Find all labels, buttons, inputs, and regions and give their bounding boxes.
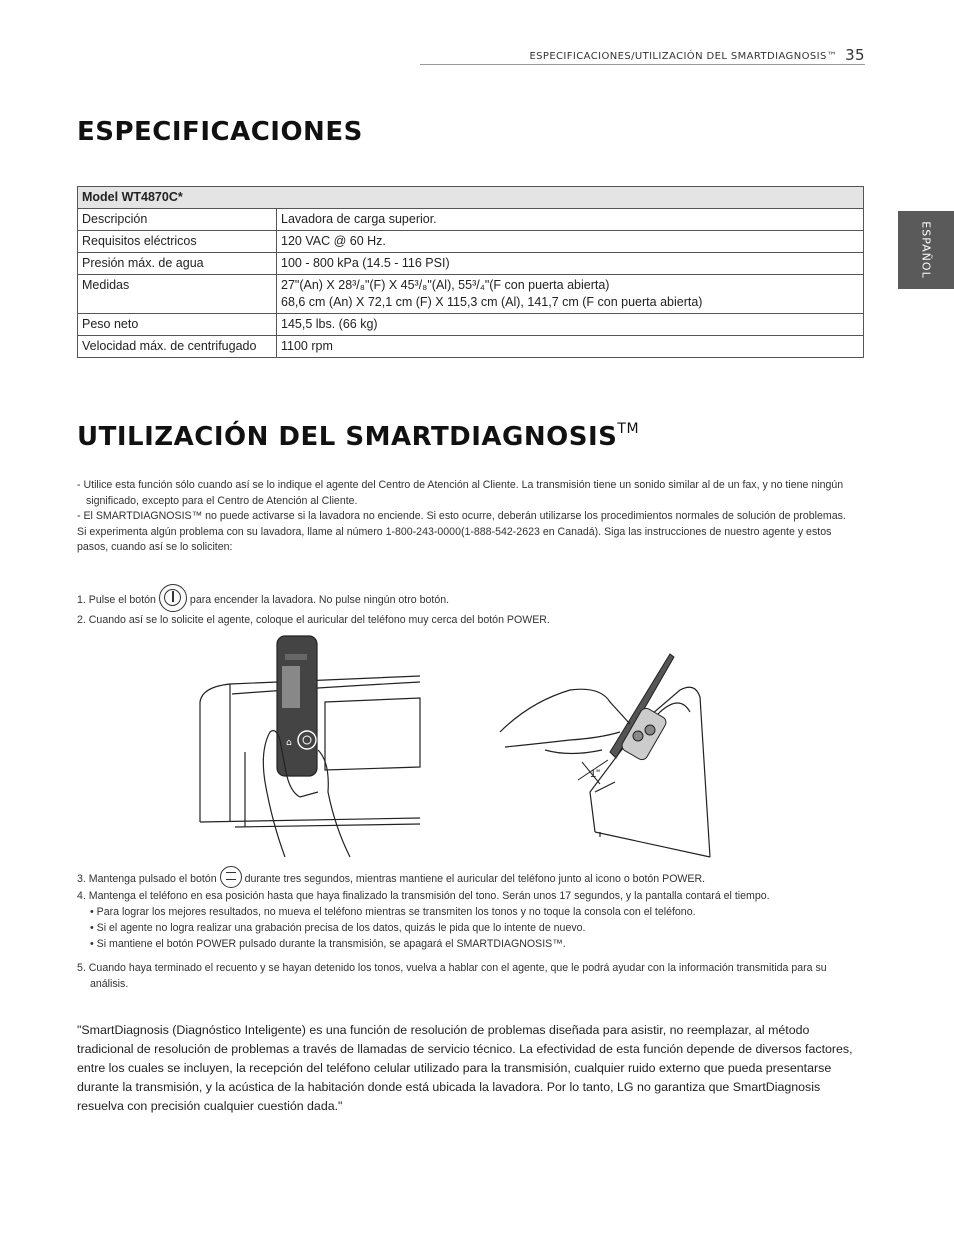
spec-value: 145,5 lbs. (66 kg) (277, 314, 864, 336)
step-4-bullet: • Para lograr los mejores resultados, no mueva el teléfono mientras se transmiten los tonos y no toque la consola con el teléfono. (90, 906, 696, 918)
running-header (420, 46, 865, 65)
step-2: 2. Cuando así se lo solicite el agente, coloque el auricular del teléfono muy cerca del botón POWER. (77, 614, 550, 626)
step-1 (77, 584, 857, 612)
wash-button-icon (220, 866, 242, 888)
step-3-text-b: durante tres segundos, mientras mantiene el auricular del teléfono junto al icono o botón POWER. (244, 873, 706, 885)
step-5: 5. Cuando haya terminado el recuento y se hayan detenido los tonos, vuelva a hablar con el agente, que le podrá ayudar con la información transmitida para su análisis. (77, 962, 827, 990)
spec-label: Descripción (78, 209, 277, 231)
spec-value-line: 27"(An) X 28³/₈"(F) X 45³/₈"(Al), 55³/₄"(F con puerta abierta) (281, 278, 610, 292)
spec-value-line: 68,6 cm (An) X 72,1 cm (F) X 115,3 cm (Al), 141,7 cm (F con puerta abierta) (281, 295, 703, 309)
specs-model-row (78, 187, 864, 209)
language-tab-label: ESPAÑOL (919, 221, 933, 279)
specs-title: ESPECIFICACIONES (77, 117, 363, 147)
spec-value: 100 - 800 kPa (14.5 - 116 PSI) (277, 253, 864, 275)
spec-label: Peso neto (78, 314, 277, 336)
table-row (78, 275, 864, 314)
distance-label: 1" (590, 768, 601, 780)
table-row (78, 209, 864, 231)
step-4-bullet: • Si mantiene el botón POWER pulsado durante la transmisión, se apagará el SMARTDIAGNOSIS™. (90, 938, 566, 950)
table-row (78, 231, 864, 253)
power-button-icon (159, 584, 187, 612)
intro-paragraph: Si experimenta algún problema con su lavadora, llame al número 1-800-243-0000(1-888-542-2623 en Canadá). Siga las instrucciones de nuestro agente y estos pasos, cuando así se lo soliciten: (77, 525, 832, 553)
intro-paragraph: - El SMARTDIAGNOSIS™ no puede activarse si la lavadora no enciende. Si esto ocurre, deberán utilizarse los procedimientos normales de solución de problemas. (77, 510, 846, 522)
intro-paragraph: - Utilice esta función sólo cuando así se lo indique el agente del Centro de Atención al Cliente. La transmisión tiene un sonido similar al de un fax, y no tiene ningún significado, excepto para el Centro de Atención al Cliente. (77, 479, 844, 507)
spec-label: Velocidad máx. de centrifugado (78, 336, 277, 358)
svg-text:⌂: ⌂ (286, 738, 292, 748)
spec-label: Requisitos eléctricos (78, 231, 277, 253)
spec-value (277, 275, 864, 314)
spec-label: Medidas (78, 275, 277, 314)
step-3-text-a: 3. Mantenga pulsado el botón (77, 873, 217, 885)
spec-value: Lavadora de carga superior. (277, 209, 864, 231)
step-3 (77, 866, 857, 888)
smartdiagnosis-title (77, 421, 639, 452)
spec-label: Presión máx. de agua (78, 253, 277, 275)
smartdiagnosis-title-text: UTILIZACIÓN DEL SMARTDIAGNOSIS (77, 422, 618, 452)
specs-table (77, 186, 864, 358)
spec-value: 1100 rpm (277, 336, 864, 358)
table-row (78, 253, 864, 275)
step-4-bullet: • Si el agente no logra realizar una grabación precisa de los datos, quizás le pida que lo intente de nuevo. (90, 922, 586, 934)
steps-1-2 (77, 584, 857, 628)
hand-right (500, 689, 630, 753)
step-1-text-a: 1. Pulse el botón (77, 594, 156, 606)
step-1-text-b: para encender la lavadora. No pulse ningún otro botón. (189, 594, 450, 606)
specs-model: Model WT4870C* (78, 187, 864, 209)
step-4: 4. Mantenga el teléfono en esa posición hasta que haya finalizado la transmisión del tono. Serán unos 17 segundos, y la pantalla contará el tiempo. (77, 890, 770, 902)
table-row (78, 314, 864, 336)
spec-value: 120 VAC @ 60 Hz. (277, 231, 864, 253)
trademark-mark: TM (617, 421, 640, 437)
phone-placement-illustration (190, 632, 720, 860)
page-number: 35 (845, 46, 865, 64)
intro-text (77, 478, 857, 556)
running-title: ESPECIFICACIONES/UTILIZACIÓN DEL SMARTDIAGNOSIS™ (529, 51, 838, 62)
disclaimer-paragraph: "SmartDiagnosis (Diagnóstico Inteligente) es una función de resolución de problemas diseñada para asistir, no reemplazar, al método tradicional de resolución de problemas a través de llamadas de servicio técnico. La efectividad de esta función depende de diversos factores, entre los cuales se incluyen, la recepción del teléfono celular utilizado para la transmisión, cualquier ruido externo que pueda presentarse durante la transmisión, y la acústica de la habitación donde está ubicada la lavadora. Por lo tanto, LG no garantiza que SmartDiagnosis resuelva con precisión cualquier cuestión dada." (77, 1023, 853, 1113)
table-row (78, 336, 864, 358)
steps-3-5 (77, 866, 857, 992)
language-tab (898, 211, 954, 289)
